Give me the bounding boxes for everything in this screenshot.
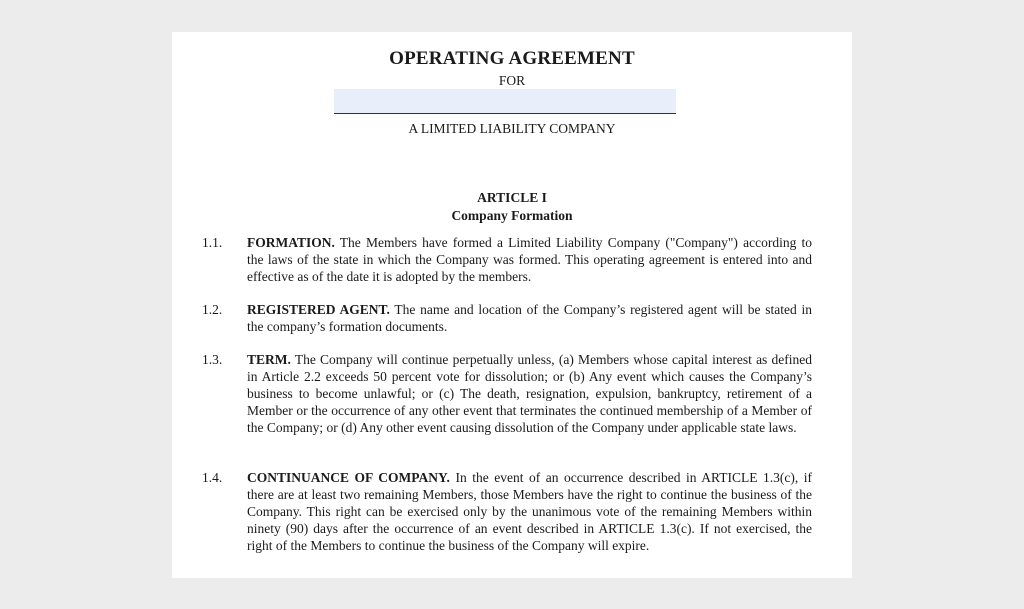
section-body bbox=[247, 469, 812, 554]
section-number: 1.3. bbox=[202, 352, 223, 367]
section-number: 1.2. bbox=[202, 302, 223, 317]
section-text: The name and location of the Company’s registered agent will be stated in the company’s formation documents. bbox=[247, 302, 813, 334]
section-text: In the event of an occurrence described in ARTICLE 1.3(c), if there are at least two remaining Members, those Members have the right to continue the business of the Company. This right can be exercised only by the unanimous vote of the remaining Members within ninety (90) days after the occurrence of an event described in ARTICLE 1.3(c). If not exercised, the right of the Members to continue the business of the Company will expire. bbox=[247, 470, 813, 553]
document-title: OPERATING AGREEMENT bbox=[389, 48, 635, 69]
section-heading: CONTINUANCE OF COMPANY. bbox=[247, 470, 450, 485]
document-subtitle: A LIMITED LIABILITY COMPANY bbox=[408, 121, 616, 136]
section-body bbox=[247, 351, 812, 436]
company-name-field[interactable] bbox=[334, 89, 676, 114]
section-heading: REGISTERED AGENT. bbox=[247, 302, 390, 317]
section-body bbox=[247, 234, 812, 285]
section-text: The Members have formed a Limited Liability Company ("Company") according to the laws of the state in which the Company was formed. This operating agreement is entered into and effective as of the date it is adopted by the members. bbox=[247, 235, 812, 284]
section-number: 1.4. bbox=[202, 470, 223, 485]
section-continuance bbox=[202, 469, 812, 554]
section-heading: FORMATION. bbox=[247, 235, 335, 250]
for-label: FOR bbox=[498, 73, 526, 88]
article-number: ARTICLE I bbox=[477, 190, 547, 205]
article-title: Company Formation bbox=[451, 208, 573, 223]
section-body bbox=[247, 301, 812, 335]
section-text: The Company will continue perpetually unless, (a) Members whose capital interest as defined in Article 2.2 exceeds 50 percent vote for dissolution; or (b) Any event which causes the Company’s business to become unlawful; or (c) The death, resignation, expulsion, bankruptcy, retirement of a Member or the occurrence of any other event that terminates the continued membership of a Member of the Company; or (d) Any other event causing dissolution of the Company under applicable state laws. bbox=[247, 352, 812, 435]
section-heading: TERM. bbox=[247, 352, 291, 367]
section-number: 1.1. bbox=[202, 235, 223, 250]
section-registered-agent bbox=[202, 301, 812, 335]
document-page bbox=[172, 32, 852, 578]
section-term bbox=[202, 351, 812, 436]
section-formation bbox=[202, 234, 812, 285]
